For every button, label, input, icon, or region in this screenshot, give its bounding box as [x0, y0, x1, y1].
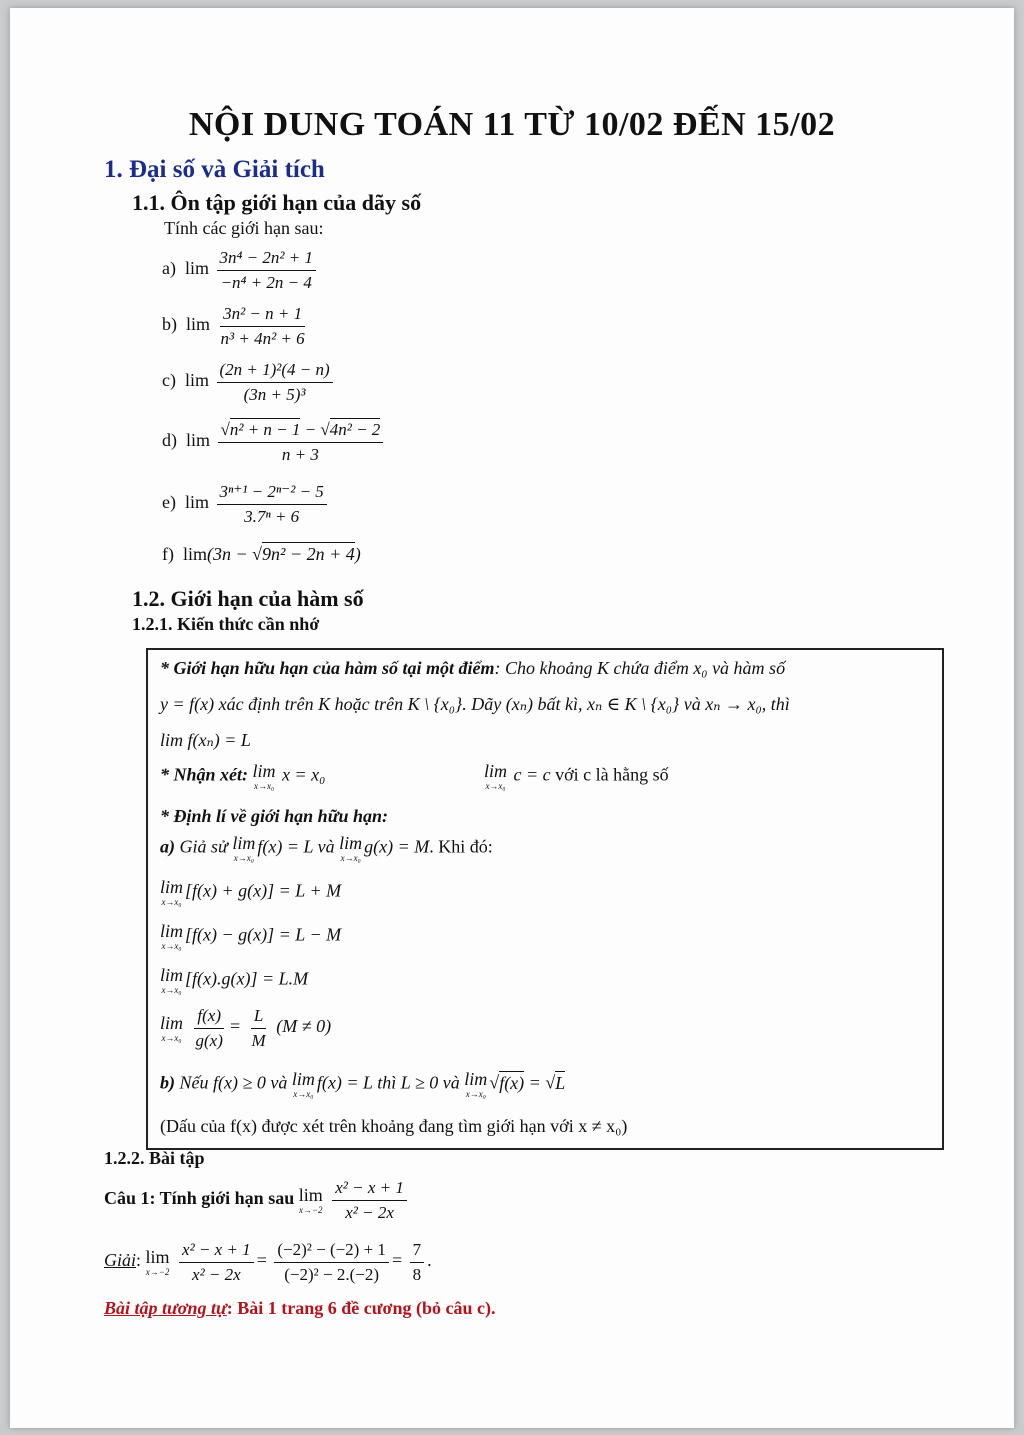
lim-text: lim	[184, 492, 209, 513]
numerator: 3n² − n + 1	[220, 304, 305, 327]
section-heading-1-2: 1.2. Giới hạn của hàm số	[132, 586, 364, 611]
denominator: (3n + 5)³	[243, 384, 306, 404]
theorem-title: * Định lí về giới hạn hữu hạn:	[160, 806, 389, 826]
expr-suffix: )	[354, 544, 361, 564]
lim-text: lim	[183, 544, 208, 564]
question-1: Câu 1: Tính giới hạn sau lim x→−2 $\frac{\text{x² − x + 1}}{\text{x² − 2x}}$	[104, 1178, 410, 1222]
theory-box	[146, 648, 944, 1150]
similar-label: Bài tập tương tự	[104, 1298, 227, 1318]
definition-line-3: lim f(xₙ) = L	[160, 730, 251, 750]
similar-text: : Bài 1 trang 6 đề cương (bỏ câu c).	[226, 1298, 496, 1318]
numerator: √n² + n − 1 − √4n² − 2	[218, 420, 384, 443]
solution-label: Giải	[104, 1250, 137, 1271]
lim-text: lim	[184, 258, 209, 279]
sqrt-radicand: n² + n − 1	[229, 420, 301, 439]
denominator: 3.7ⁿ + 6	[244, 506, 300, 526]
exercise-intro: Tính các giới hạn sau:	[164, 218, 324, 238]
fraction	[217, 482, 327, 526]
sqrt-radicand: 9n² − 2n + 4	[262, 544, 355, 564]
lim-operator: lim x→x₀	[484, 761, 508, 791]
exercise-f: f) lim(3n − √9n² − 2n + 4)	[162, 544, 361, 564]
numerator: 3ⁿ⁺¹ − 2ⁿ⁻² − 5	[217, 482, 327, 505]
item-label: d)	[162, 430, 177, 451]
definition-line-1	[160, 658, 785, 679]
lim-operator: lim x→x₀	[252, 761, 276, 791]
remark-expr-2: c = c	[513, 764, 551, 785]
exercise-b	[162, 304, 311, 348]
remark-expr-1: x = x₀	[282, 764, 326, 785]
section-heading-1-2-2: 1.2.2. Bài tập	[104, 1148, 205, 1168]
rule-product: lim x→x₀ [f(x).g(x)] = L.M	[160, 965, 309, 995]
denominator: n + 3	[281, 444, 319, 464]
remark-label: * Nhận xét:	[160, 764, 249, 785]
definition-line-2: y = f(x) xác định trên K hoặc trên K \ {x₀}. Dãy (xₙ) bất kì, xₙ ∈ K \ {x₀} và xₙ → x₀, thì	[160, 694, 790, 714]
item-label: e)	[162, 492, 176, 513]
page-title: NỘI DUNG TOÁN 11 TỪ 10/02 ĐẾN 15/02	[188, 106, 836, 143]
exercise-a	[162, 248, 319, 292]
expr-prefix: (3n −	[207, 544, 253, 564]
lim-operator: lim x→x₀	[339, 833, 363, 863]
exercise-c	[162, 360, 336, 404]
solution-1: Giải: lim x→−2 $\frac{\text{x² − x + 1}}{\text{x² − 2x}}$ = $\frac{\text{(−2)² − (−2) + 1}}{\text{(−2)² − 2.(−2)}}$ = $\frac{7}{8}$ .	[104, 1240, 432, 1284]
numerator: (2n + 1)²(4 − n)	[217, 360, 333, 383]
sqrt-radicand: 4n² − 2	[329, 420, 381, 439]
denominator: −n⁴ + 2n − 4	[220, 272, 312, 292]
lim-text: lim	[186, 430, 211, 451]
rule-sum: lim x→x₀ [f(x) + g(x)] = L + M	[160, 877, 342, 907]
section-heading-1: 1. Đại số và Giải tích	[104, 156, 325, 183]
item-label: c)	[162, 370, 176, 391]
exercise-e	[162, 482, 330, 526]
numerator: 3n⁴ − 2n² + 1	[217, 248, 316, 271]
item-label: f)	[162, 544, 174, 564]
theorem-a-label: a)	[160, 836, 175, 857]
document-page	[10, 8, 1014, 1428]
fraction	[218, 304, 308, 348]
minus-sign: −	[300, 420, 321, 439]
theorem-b: b) Nếu f(x) ≥ 0 và lim x→x₀ f(x) = L thì L ≥ 0 và lim x→x₀ √f(x) = √L	[160, 1069, 566, 1099]
theorem-a: a) Giả sử lim x→x₀ f(x) = L và lim x→x₀ g(x) = M. Khi đó:	[160, 833, 493, 863]
remark-line	[160, 762, 325, 791]
remark-note: với c là hằng số	[555, 764, 669, 785]
section-heading-1-1: 1.1. Ôn tập giới hạn của dãy số	[132, 190, 422, 215]
fraction	[217, 360, 333, 404]
question-label: Câu 1: Tính giới hạn sau	[104, 1188, 295, 1209]
definition-text: : Cho khoảng K chứa điểm x₀ và hàm số	[494, 658, 786, 678]
remark-line-2	[484, 762, 669, 791]
definition-title: * Giới hạn hữu hạn của hàm số tại một điểm	[160, 658, 495, 678]
rule-difference: lim x→x₀ [f(x) − g(x)] = L − M	[160, 921, 342, 951]
exercise-d	[162, 420, 386, 464]
rule-quotient: lim x→x₀ $\frac{f(x)}{g(x)}$ = $\frac{L}{M}$ (M ≠ 0)	[160, 1006, 332, 1050]
section-heading-1-2-1: 1.2.1. Kiến thức cần nhớ	[132, 614, 320, 634]
lim-text: lim	[184, 370, 209, 391]
lim-operator: lim x→x₀	[232, 833, 256, 863]
item-label: b)	[162, 314, 177, 335]
similar-exercises	[104, 1298, 496, 1319]
denominator: n³ + 4n² + 6	[220, 328, 305, 348]
sign-note: (Dấu của f(x) được xét trên khoảng đang tìm giới hạn với x ≠ x₀)	[160, 1116, 628, 1136]
fraction	[217, 248, 316, 292]
lim-text: lim	[186, 314, 211, 335]
item-label: a)	[162, 258, 176, 279]
fraction	[218, 420, 384, 464]
